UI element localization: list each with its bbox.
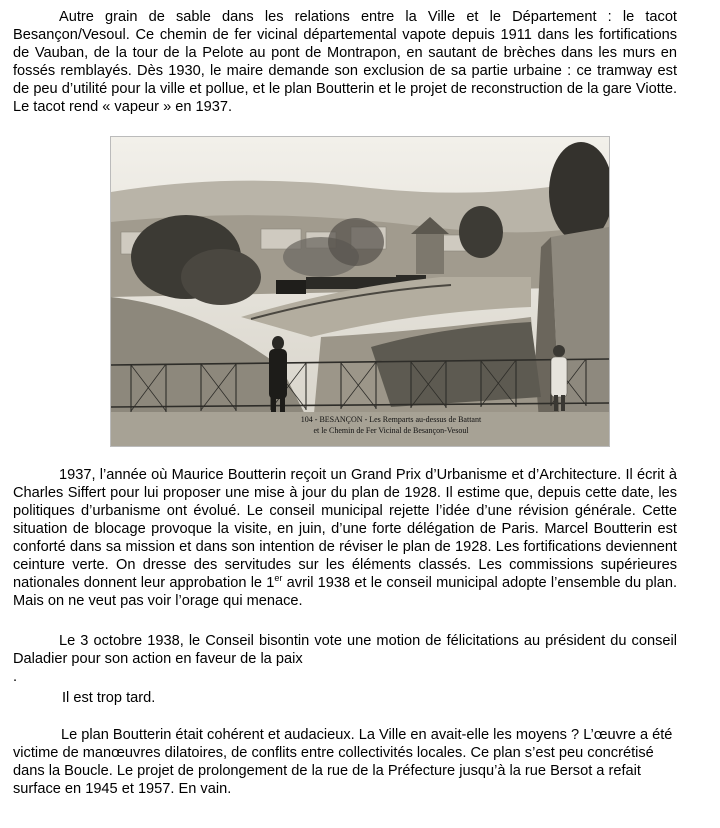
paragraph-1937: [13, 466, 677, 610]
paragraph-1937-part-b: avril 1938 et le conseil municipal adopte l’ensemble du plan. Mais on ne veut pas voir l’orage qui menace.: [13, 575, 677, 609]
paragraph-conclusion: Le plan Boutterin était cohérent et audacieux. La Ville en avait-elle les moyens ? L’œuvre a été victime de manœuvres dilatoires, de conflits entre collectivités locales. Ce plan s’est peu concrétisé dans la Boucle. Le projet de prolongement de la rue de la Préfecture jusqu’à la rue Bersot a refait surface en 1945 et 1957. En vain.: [13, 727, 673, 797]
stray-dot: .: [13, 669, 18, 685]
postcard-caption: [271, 414, 511, 436]
caption-line-1: 104 - BESANÇON - Les Remparts au-dessus de Battant: [300, 415, 482, 424]
paragraph-trop-tard: Il est trop tard.: [62, 690, 156, 706]
caption-line-2: et le Chemin de Fer Vicinal de Besançon-Vesoul: [313, 426, 469, 435]
paragraph-1937-part-a: 1937, l’année où Maurice Boutterin reçoit un Grand Prix d’Urbanisme et d’Architecture. Il écrit à Charles Siffert pour lui proposer une mise à jour du plan de 1928. Il estime que, depuis cette date, les politiques d’urbanisme ont évolué. Le conseil municipal rejette l’idée d’une révision générale. Cette situation de blocage provoque la visite, en juin, d’une forte délégation de Paris. Marcel Boutterin est conforté dans sa mission et dans son intention de réviser le plan de 1928. Les fortifications deviennent ceinture verte. On dresse des servitudes sur les éléments classés. Les commissions supérieures nationales donnent leur approbation le 1: [13, 467, 677, 591]
postcard-illustration: [111, 137, 609, 446]
paragraph-octobre-1938: Le 3 octobre 1938, le Conseil bisontin vote une motion de félicitations au président du conseil Daladier pour son action en faveur de la paix: [13, 633, 677, 667]
historic-postcard-photo: [110, 136, 610, 447]
ordinal-superscript: er: [274, 573, 283, 584]
paragraph-tacot: Autre grain de sable dans les relations entre la Ville et le Département : le tacot Besançon/Vesoul. Ce chemin de fer vicinal départemental vapote depuis 1911 dans les fortifications de Vauban, de la tour de la Pelote au pont de Montrapon, en sautant de brèches dans les murs en fossés remblayés. Dès 1930, le maire demande son exclusion de sa partie urbaine : ce tramway est de peu d’utilité pour la ville et pollue, et le plan Boutterin et le projet de reconstruction de la gare Viotte. Le tacot rend « vapeur » en 1937.: [13, 9, 677, 115]
